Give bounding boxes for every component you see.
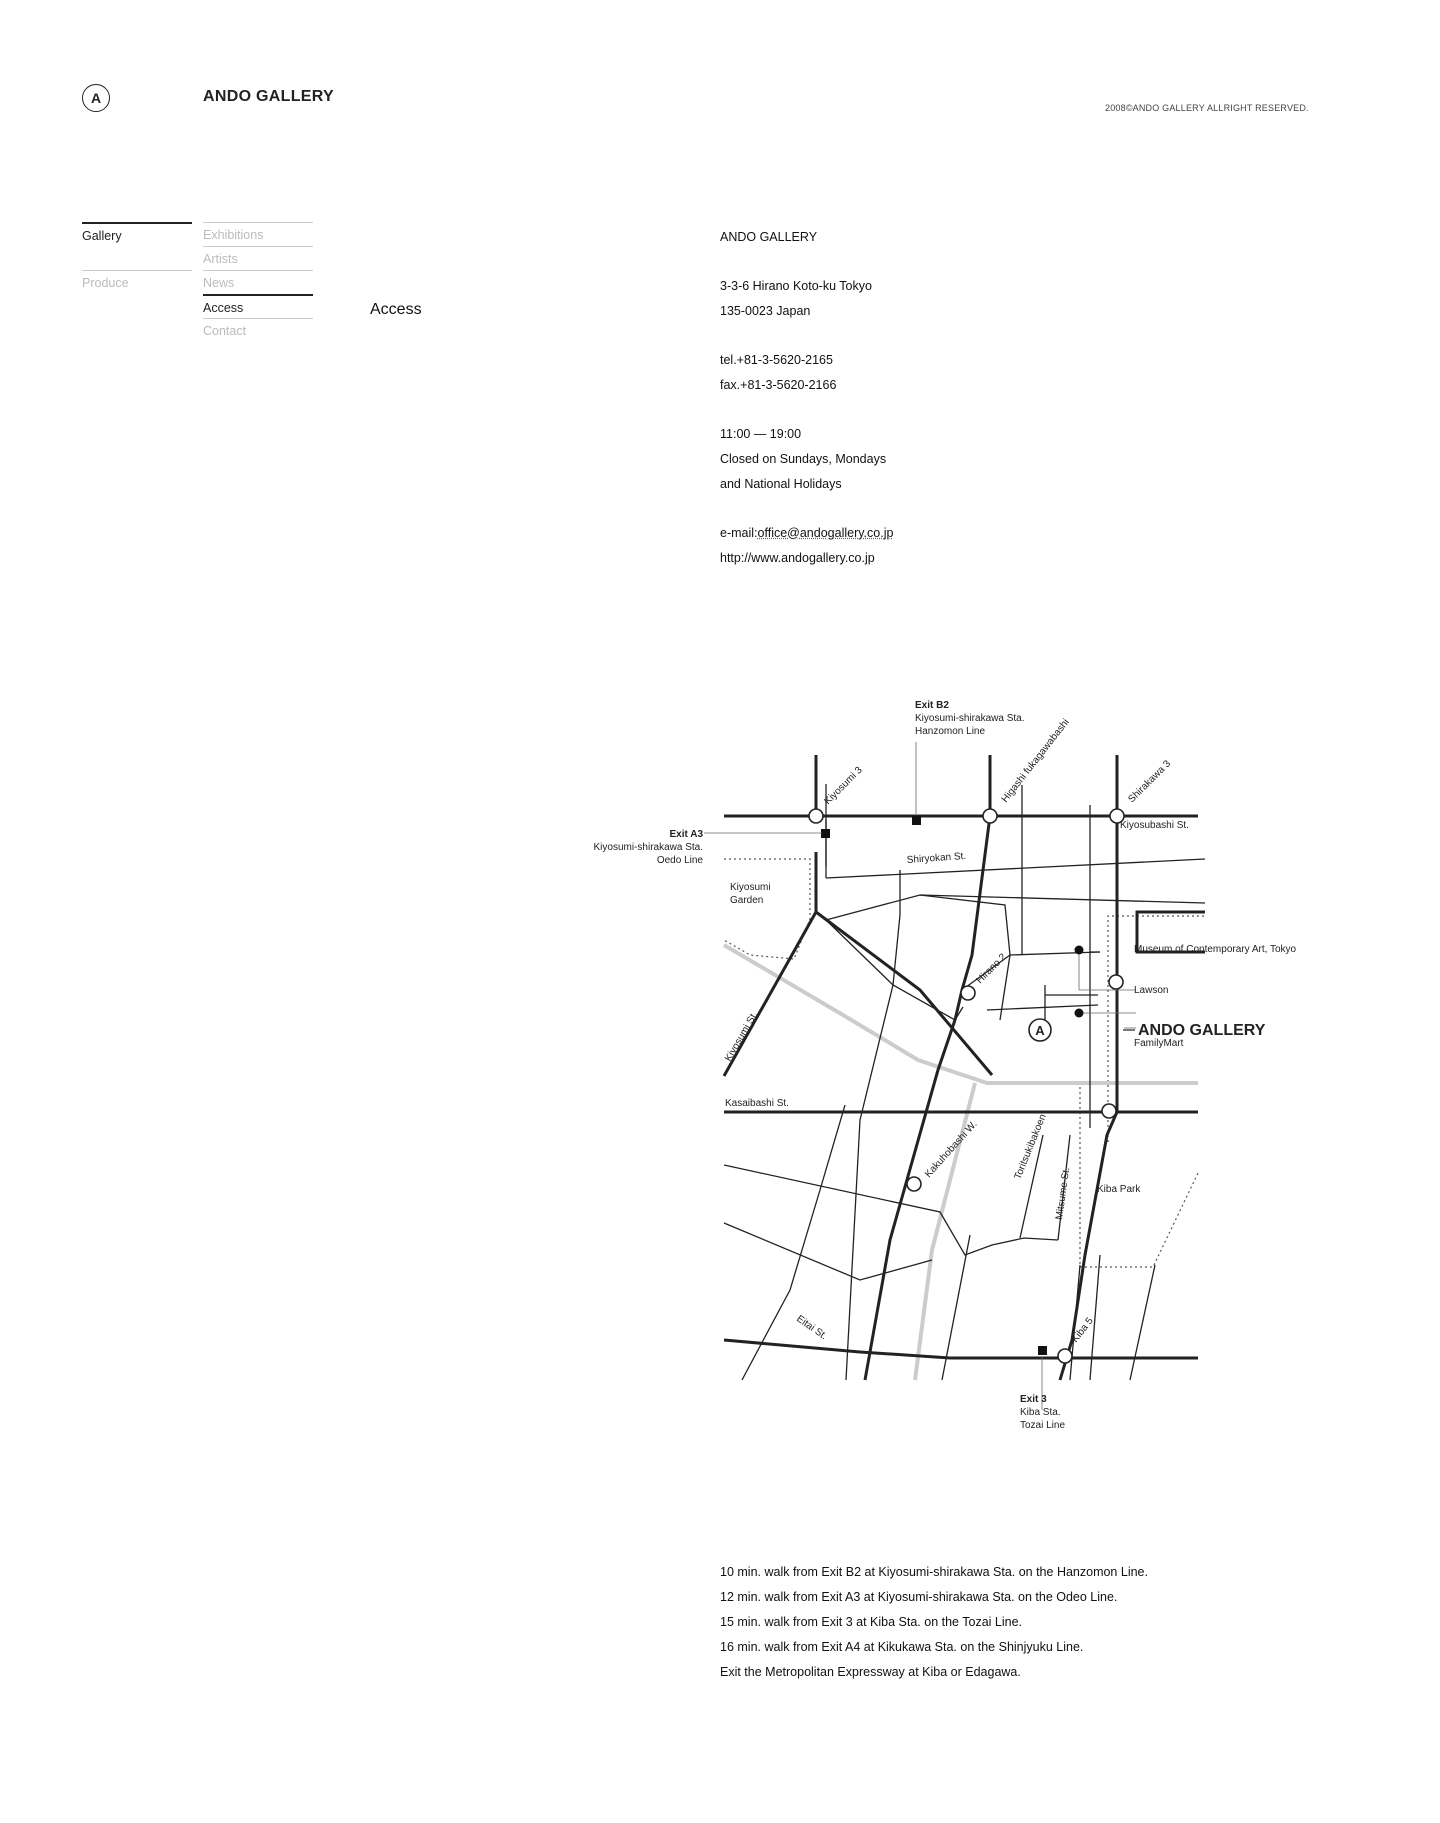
street-label-kakuhobashi: Kakuhobashi W. <box>923 1118 980 1181</box>
place-label-gallery: ANDO GALLERY <box>1138 1022 1266 1039</box>
street-label-kasaibashi: Kasaibashi St. <box>725 1098 789 1109</box>
exit-3-marker <box>1038 1346 1047 1355</box>
intersection-higashi <box>983 809 997 823</box>
email-link[interactable]: office@andogallery.co.jp <box>757 526 894 540</box>
info-closed-line1: Closed on Sundays, Mondays <box>720 452 887 466</box>
eitai-street <box>724 1340 1198 1358</box>
place-label-museum: Museum of Contemporary Art, Tokyo <box>1134 944 1297 955</box>
intersection-hirano2 <box>961 986 975 1000</box>
exit-a3-label: Exit A3 <box>669 829 703 840</box>
nav-item-gallery[interactable]: Gallery <box>82 222 192 246</box>
direction-item: 12 min. walk from Exit A3 at Kiyosumi-shirakawa Sta. on the Odeo Line. <box>720 1590 1118 1604</box>
place-label-garden-line1: Kiyosumi <box>730 882 771 893</box>
logo-icon[interactable] <box>82 84 110 112</box>
exit-3-label: Exit 3 <box>1020 1394 1047 1405</box>
familymart-marker <box>1075 1009 1084 1018</box>
place-label-kiba-park: Kiba Park <box>1097 1184 1141 1195</box>
intersection-markers <box>809 809 1124 1363</box>
intersection-kiba5 <box>1058 1349 1072 1363</box>
exit-3-line-label: Tozai Line <box>1020 1420 1066 1431</box>
exit-a3-station-label: Kiyosumi-shirakawa Sta. <box>593 842 703 853</box>
nav-item-artists[interactable]: Artists <box>203 246 313 270</box>
gallery-info <box>720 229 893 575</box>
info-closed-line2: and National Holidays <box>720 477 842 491</box>
info-name: ANDO GALLERY <box>720 230 818 244</box>
kiba-park-outline <box>1080 1082 1198 1267</box>
nav-item-produce[interactable]: Produce <box>82 270 192 294</box>
direction-item: Exit the Metropolitan Expressway at Kiba or Edagawa. <box>720 1665 1021 1679</box>
nav-item-contact[interactable]: Contact <box>203 318 313 342</box>
intersection-label-shirakawa3: Shirakawa 3 <box>1126 758 1174 806</box>
nav-item-access[interactable]: Access <box>203 294 313 318</box>
access-map <box>560 690 1340 1440</box>
nav-spacer <box>82 246 192 270</box>
direction-item: 15 min. walk from Exit 3 at Kiba Sta. on the Tozai Line. <box>720 1615 1023 1629</box>
street-label-eitai: Eitai St. <box>794 1313 829 1343</box>
intersection-label-kiyosumi3: Kiyosumi 3 <box>822 764 865 808</box>
info-address-line2: 135-0023 Japan <box>720 304 811 318</box>
email-label: e-mail: <box>720 526 758 540</box>
intersection-label-kiba5: Kiba 5 <box>1069 1315 1096 1345</box>
info-tel: tel.+81-3-5620-2165 <box>720 353 833 367</box>
exit-b2-marker <box>912 816 921 825</box>
intersection-label-higashi: Higashi fukagawabashi <box>999 717 1072 805</box>
main-nav <box>82 222 192 294</box>
brand-title[interactable]: ANDO GALLERY <box>203 88 335 105</box>
exit-b2-station-label: Kiyosumi-shirakawa Sta. <box>915 713 1025 724</box>
directions-list <box>720 1565 1148 1690</box>
intersection-kakuhobashi <box>907 1177 921 1191</box>
street-label-kiyosubashi: Kiyosubashi St. <box>1120 820 1189 831</box>
intersection-gallery <box>1109 975 1123 989</box>
intersection-label-hirano2: Hirano 2 <box>974 951 1009 987</box>
gallery-marker-letter: A <box>1035 1023 1045 1038</box>
exit-a3-marker <box>821 829 830 838</box>
intersection-kiyosumi3 <box>809 809 823 823</box>
place-label-garden-line2: Garden <box>730 895 764 906</box>
info-address-line1: 3-3-6 Hirano Koto-ku Tokyo <box>720 279 872 293</box>
station-exits <box>821 816 1084 1355</box>
copyright: 2008©ANDO GALLERY ALLRIGHT RESERVED. <box>1105 103 1309 113</box>
major-streets <box>724 755 1198 1380</box>
street-label-kiyosumi: Kiyosumi St. <box>723 1009 761 1064</box>
direction-item: 16 min. walk from Exit A4 at Kikukawa Sta. on the Shinjyuku Line. <box>720 1640 1084 1654</box>
leader-lines <box>704 742 1136 1410</box>
page-title: Access <box>370 301 422 318</box>
street-label-toritsukibakoen: Toritsukibakoen <box>1012 1112 1049 1182</box>
nav-item-news[interactable]: News <box>203 270 313 294</box>
lawson-marker <box>1075 946 1084 955</box>
exit-3-station-label: Kiba Sta. <box>1020 1407 1061 1418</box>
place-label-familymart: FamilyMart <box>1134 1038 1184 1049</box>
exit-b2-label: Exit B2 <box>915 700 949 711</box>
info-url[interactable]: http://www.andogallery.co.jp <box>720 551 875 565</box>
info-email-row <box>720 525 893 550</box>
street-label-shiryokan: Shiryokan St. <box>906 850 967 866</box>
exit-b2-line-label: Hanzomon Line <box>915 726 986 737</box>
nav-item-exhibitions[interactable]: Exhibitions <box>203 222 313 246</box>
direction-item: 10 min. walk from Exit B2 at Kiyosumi-shirakawa Sta. on the Hanzomon Line. <box>720 1565 1148 1579</box>
mitsume-street <box>1060 755 1117 1380</box>
info-fax: fax.+81-3-5620-2166 <box>720 378 837 392</box>
street-label-mitsume: Mitsume St. <box>1054 1166 1073 1221</box>
info-hours: 11:00 — 19:00 <box>720 427 802 441</box>
intersection-kasaibashi <box>1102 1104 1116 1118</box>
logo-letter: A <box>90 90 102 106</box>
park-outlines <box>724 859 1205 1267</box>
sub-nav <box>203 222 313 342</box>
place-label-lawson: Lawson <box>1134 985 1169 996</box>
map-labels <box>594 700 1297 1431</box>
exit-a3-line-label: Oedo Line <box>656 855 703 866</box>
